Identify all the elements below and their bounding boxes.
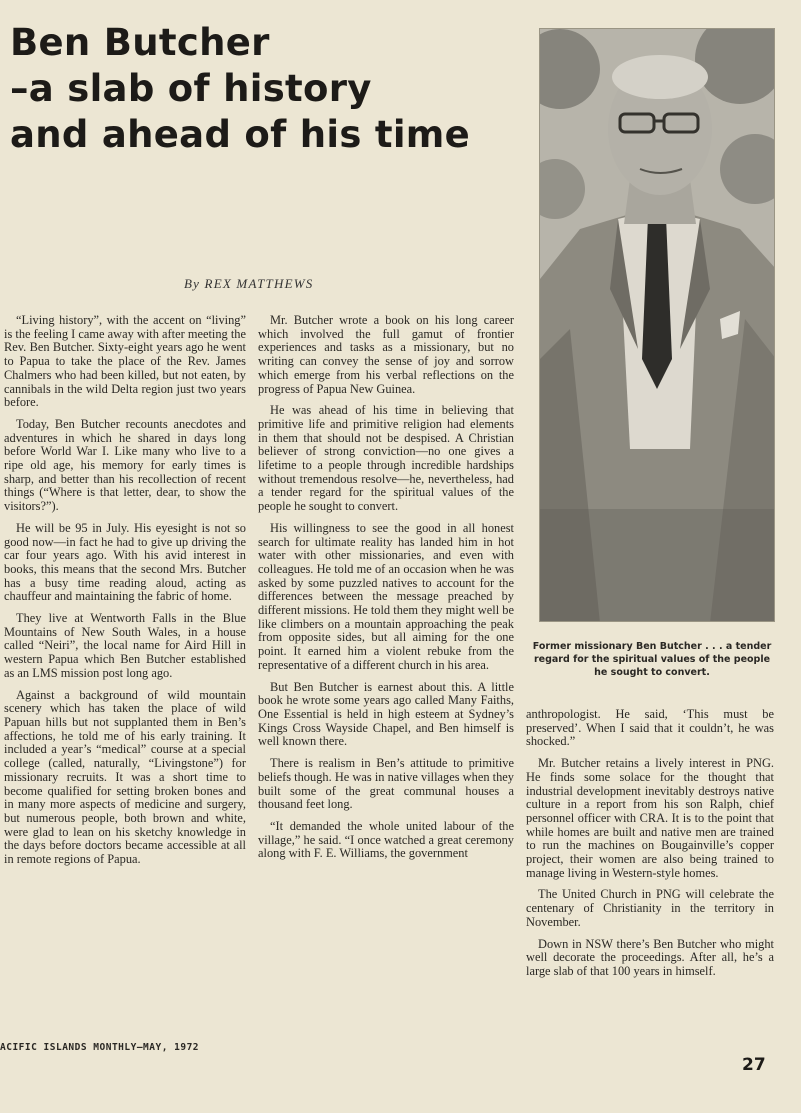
paragraph: Today, Ben Butcher recounts anecdotes and adventures in which he shared in days long before World War I. Like many who live to a ripe old age, his memory for early times is sharp, and better than his recollection of recent things (“Where is that letter, dear, to show the visitors?”). — [4, 416, 246, 514]
publication-footer: ACIFIC ISLANDS MONTHLY—MAY, 1972 — [0, 1042, 200, 1053]
paragraph: Mr. Butcher wrote a book on his long career which involved the full gamut of frontier experiences and tasks as a missionary, but no writing can convey the sense of joy and sorrow which emerge from his verbal reflections on the progress of Papua New Guinea. — [258, 313, 514, 396]
paragraph: He will be 95 in July. His eyesight is not so good now—in fact he had to give up driving the car four years ago. With his avid interest in books, this means that the second Mrs. Butcher has a busy time reading aloud, acting as chauffeur and maintaining the fabric of home. — [4, 520, 246, 604]
paragraph: anthropologist. He said, ‘This must be preserved’. When I said that it couldn’t, he was shocked.” — [526, 707, 774, 749]
paragraph: Against a background of wild mountain scenery which has taken the place of wild Papuan hills but not supplanted them in Ben’s affections, he told me of his early training. It included a year’s “medical” course at a special college (called, naturally, “Livingstone”) for missionary recruits. It was a short time to become qualified for setting broken bones and in many more aspects of medicine and surgery, but numerous people, both brown and white, were glad to lean on his sketchy knowledge in the days before doctors became accessible at all in remote regions of Papua. — [4, 687, 246, 867]
paragraph: He was ahead of his time in believing that primitive life and primitive religion had elements in them that should not be despised. A Christian believer of strong conviction—no one gives a lifetime to a people through incredible hardships without tremendous resolve—he, nevertheless, had a tender regard for the spiritual values of the people he sought to convert. — [258, 403, 514, 514]
article-column-3 — [526, 708, 774, 987]
paragraph: They live at Wentworth Falls in the Blue Mountains of New South Wales, in a house called “Neiri”, the local name for Aird Hill in western Papua which Ben Butcher established as an LMS mission post long ago. — [4, 611, 246, 680]
headline-line-2: –a slab of history — [10, 67, 372, 110]
paragraph: “It demanded the whole united labour of the village,” he said. “I once watched a great ceremony along with F. E. Williams, the government — [258, 818, 514, 861]
paragraph: Mr. Butcher retains a lively interest in PNG. He finds some solace for the thought that industrial development inevitably destroys native culture in a report from his son Ralph, chief personnel officer with CRA. It is to the point that while homes are built and native men are trained to run the machines on Bougainville’s copper project, their women are also being trained to manage living in Western-style homes. — [526, 756, 774, 880]
headline-line-3: and ahead of his time — [10, 113, 471, 156]
portrait-illustration — [540, 29, 775, 622]
byline: By REX MATTHEWS — [184, 276, 314, 291]
paragraph: “Living history”, with the accent on “living” is the feeling I came away with after meeting the Rev. Ben Butcher. Sixty-eight years ago he went to Papua to take the place of the Rev. James Chalmers who had been killed, but not eaten, by cannibals in the wild Delta region just two years before. — [4, 313, 246, 410]
page-number: 27 — [742, 1055, 766, 1075]
article-column-2 — [258, 314, 514, 869]
paragraph: Down in NSW there’s Ben Butcher who might well decorate the proceedings. After all, he’s a large slab of that 100 years in himself. — [526, 936, 774, 978]
article-headline — [10, 20, 520, 158]
paragraph: There is realism in Ben’s attitude to primitive beliefs though. He was in native villages when they built some of the great communal houses a thousand feet long. — [258, 756, 514, 812]
article-column-1 — [4, 314, 246, 875]
paragraph: But Ben Butcher is earnest about this. A little book he wrote some years ago called Many Faiths, One Essential is held in high esteem at Sydney’s Kings Cross Wayside Chapel, and Ben himself is well known there. — [258, 679, 514, 749]
headline-line-1: Ben Butcher — [10, 21, 270, 64]
paragraph: His willingness to see the good in all honest search for ultimate reality has landed him in hot water with other missionaries, and even with colleagues. He told me of an occasion when he was asked by some puzzled natives to account for the differences between the message preached by different missions. He told them they might well be like climbers on a mountain approaching the peak from opposite sides, but all aiming for the one point. It earned him a violent rebuke from the representative of a different church in his area. — [258, 520, 514, 672]
portrait-photo — [539, 28, 775, 622]
paragraph: The United Church in PNG will celebrate the centenary of Christianity in the territory in November. — [526, 887, 774, 929]
photo-caption: Former missionary Ben Butcher . . . a tender regard for the spiritual values of the people he sought to convert. — [532, 641, 772, 678]
